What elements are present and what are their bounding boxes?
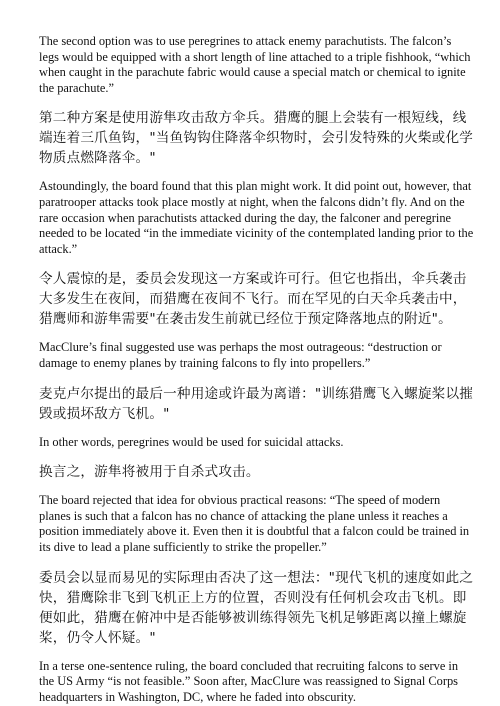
paragraph-zh-2: 令人震惊的是，委员会发现这一方案或许可行。但它也指出，伞兵袭击大多发生在夜间，而猎鹰在夜间不飞行。而在罕见的白天伞兵袭击中，猎鹰师和游隼需要"在袭击发生前就已经位于预定降落地点的附近"。: [39, 271, 467, 328]
paragraph-en-3: MacClure’s final suggested use was perhaps the most outrageous: “destruction or damage to enemy planes by training falcons to fly into propellers.”: [39, 340, 442, 370]
paragraph-zh-4: 换言之，游隼将被用于自杀式攻击。: [39, 464, 260, 481]
paragraph-zh-1: 第二种方案是使用游隼攻击敌方伞兵。猎鹰的腿上会装有一根短线，线端连着三爪鱼钩，"当鱼钩钩住降落伞织物时，会引发特殊的火柴或化学物质点燃降落伞。": [39, 110, 474, 167]
paragraph-zh-5: 委员会以显而易见的实际理由否决了这一想法："现代飞机的速度如此之快，猎鹰除非飞到飞机正上方的位置，否则没有任何机会攻击飞机。即便如此，猎鹰在俯冲中是否能够被训练得领先飞机足够距离以撞上螺旋桨，仍令人怀疑。": [39, 569, 474, 646]
paragraph-en-4: In other words, peregrines would be used for suicidal attacks.: [39, 434, 344, 449]
paragraph-en-5: The board rejected that idea for obvious practical reasons: “The speed of modern planes is such that a falcon has no chance of attacking the plane unless it reaches a position immediately above it. Even then it is doubtful that a falcon could be trained in its dive to lead a plane sufficiently to strike the propeller.”: [39, 493, 470, 554]
paragraph-en-6: In a terse one-sentence ruling, the board concluded that recruiting falcons to serve in the US Army “is not feasible.” Soon after, MacClure was reassigned to Signal Corps headquarters in Washington, DC, where he faded into obscurity.: [39, 658, 459, 704]
paragraph-en-2: Astoundingly, the board found that this plan might work. It did point out, however, that paratrooper attacks took place mostly at night, when the falcons didn’t fly. And on the rare occasion when parachutists attacked during the day, the falconer and peregrine needed to be located “in the immediate vicinity of the contemplated landing prior to the attack.”: [39, 179, 474, 256]
paragraph-zh-3: 麦克卢尔提出的最后一种用途或许最为离谱："训练猎鹰飞入螺旋桨以摧毁或损坏敌方飞机。": [39, 385, 474, 422]
paragraph-en-1: The second option was to use peregrines to attack enemy parachutists. The falcon’s legs would be equipped with a short length of line attached to a triple fishhook, “which when caught in the parachute fabric would cause a special match or chemical to ignite the parachute.”: [39, 34, 471, 95]
